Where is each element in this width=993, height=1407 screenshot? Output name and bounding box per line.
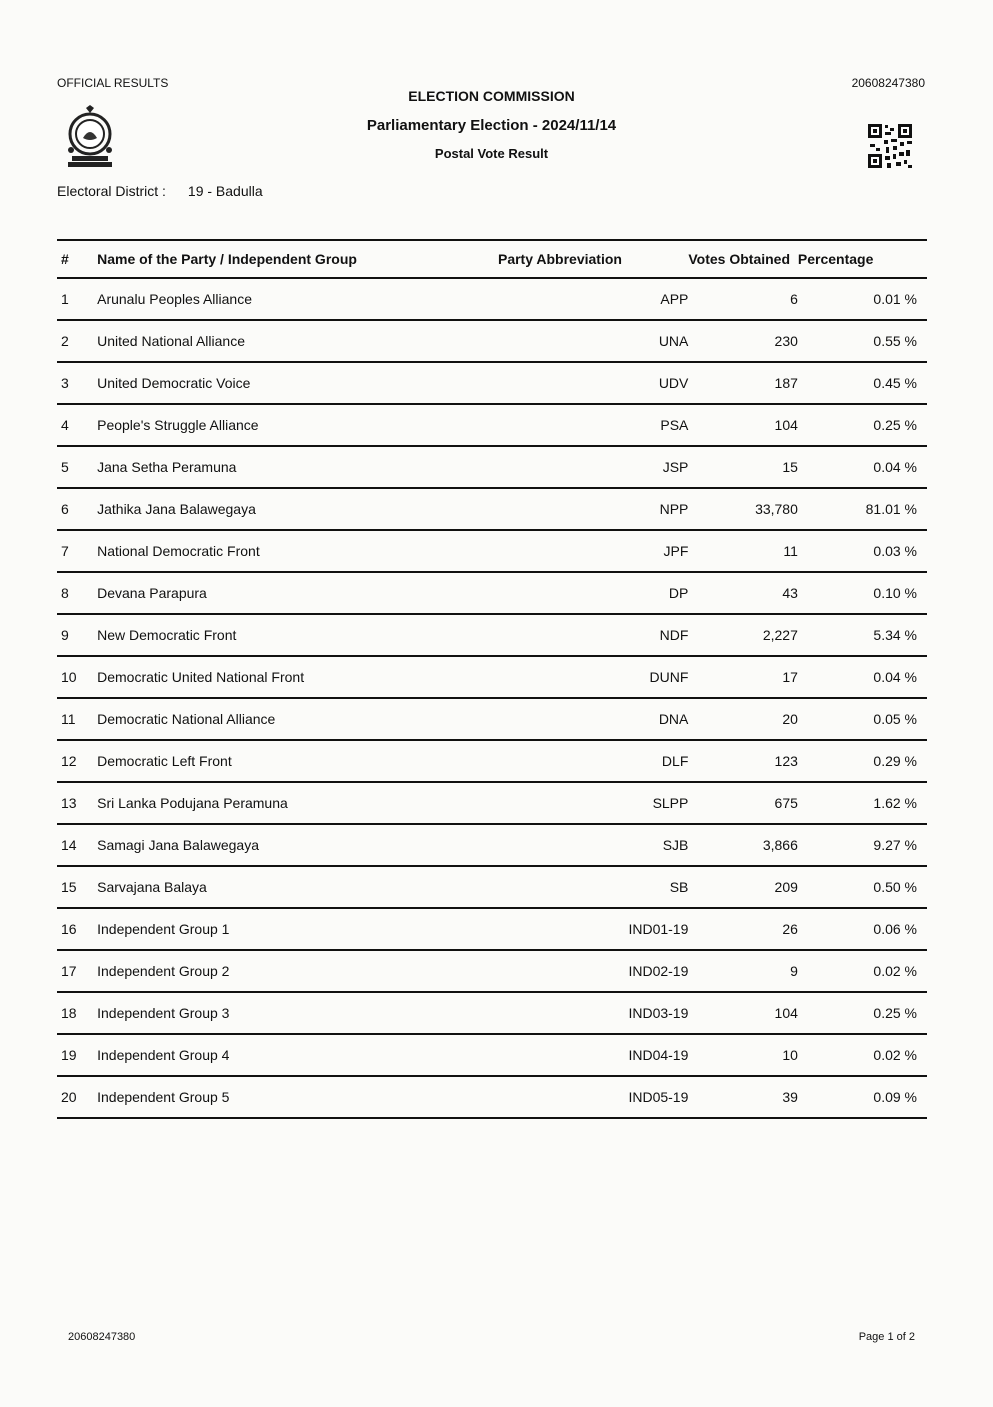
party-abbreviation: IND01-19 [498, 908, 688, 950]
table-row [57, 614, 927, 656]
party-name: Democratic United National Front [97, 656, 498, 698]
party-abbreviation: DNA [498, 698, 688, 740]
row-number: 5 [57, 446, 97, 488]
votes-obtained: 104 [688, 404, 798, 446]
party-abbreviation: JSP [498, 446, 688, 488]
table-row [57, 950, 927, 992]
table-row [57, 1076, 927, 1118]
row-number: 15 [57, 866, 97, 908]
votes-obtained: 123 [688, 740, 798, 782]
votes-obtained: 187 [688, 362, 798, 404]
table-row [57, 992, 927, 1034]
table-row [57, 446, 927, 488]
votes-obtained: 104 [688, 992, 798, 1034]
party-abbreviation: SJB [498, 824, 688, 866]
party-abbreviation: IND02-19 [498, 950, 688, 992]
row-number: 11 [57, 698, 97, 740]
district-value: 19 - Badulla [187, 183, 263, 199]
party-name: Sri Lanka Podujana Peramuna [97, 782, 498, 824]
vote-percentage: 0.04 % [798, 656, 927, 698]
votes-obtained: 10 [688, 1034, 798, 1076]
vote-percentage: 0.02 % [798, 950, 927, 992]
table-row [57, 698, 927, 740]
votes-obtained: 9 [688, 950, 798, 992]
row-number: 14 [57, 824, 97, 866]
party-name: Democratic Left Front [97, 740, 498, 782]
row-number: 9 [57, 614, 97, 656]
party-abbreviation: IND03-19 [498, 992, 688, 1034]
qr-code-icon [866, 122, 914, 170]
votes-obtained: 2,227 [688, 614, 798, 656]
votes-obtained: 6 [688, 278, 798, 320]
election-title: Parliamentary Election - 2024/11/14 [366, 117, 617, 134]
party-name: Independent Group 3 [97, 992, 498, 1034]
vote-percentage: 0.04 % [798, 446, 927, 488]
party-abbreviation: IND05-19 [498, 1076, 688, 1118]
document-number: 20608247380 [851, 76, 925, 90]
vote-percentage: 0.25 % [798, 992, 927, 1034]
vote-percentage: 0.50 % [798, 866, 927, 908]
party-abbreviation: DP [498, 572, 688, 614]
party-abbreviation: NPP [498, 488, 688, 530]
party-abbreviation: DLF [498, 740, 688, 782]
column-header-votes: Votes Obtained [688, 240, 798, 278]
party-abbreviation: SLPP [498, 782, 688, 824]
party-abbreviation: UNA [498, 320, 688, 362]
vote-percentage: 0.03 % [798, 530, 927, 572]
vote-percentage: 0.55 % [798, 320, 927, 362]
party-name: Democratic National Alliance [97, 698, 498, 740]
row-number: 7 [57, 530, 97, 572]
row-number: 6 [57, 488, 97, 530]
party-name: National Democratic Front [97, 530, 498, 572]
votes-obtained: 33,780 [688, 488, 798, 530]
row-number: 1 [57, 278, 97, 320]
vote-percentage: 0.29 % [798, 740, 927, 782]
party-name: Independent Group 5 [97, 1076, 498, 1118]
table-row [57, 530, 927, 572]
votes-obtained: 230 [688, 320, 798, 362]
vote-percentage: 0.01 % [798, 278, 927, 320]
table-row [57, 572, 927, 614]
row-number: 10 [57, 656, 97, 698]
vote-percentage: 1.62 % [798, 782, 927, 824]
party-abbreviation: PSA [498, 404, 688, 446]
results-table [57, 239, 927, 1119]
row-number: 12 [57, 740, 97, 782]
table-row [57, 488, 927, 530]
party-abbreviation: APP [498, 278, 688, 320]
party-name: United Democratic Voice [97, 362, 498, 404]
row-number: 17 [57, 950, 97, 992]
row-number: 18 [57, 992, 97, 1034]
vote-percentage: 0.10 % [798, 572, 927, 614]
row-number: 3 [57, 362, 97, 404]
row-number: 8 [57, 572, 97, 614]
row-number: 20 [57, 1076, 97, 1118]
row-number: 16 [57, 908, 97, 950]
party-name: Samagi Jana Balawegaya [97, 824, 498, 866]
official-results-label: OFFICIAL RESULTS [57, 76, 169, 90]
party-name: New Democratic Front [97, 614, 498, 656]
party-abbreviation: SB [498, 866, 688, 908]
result-type: Postal Vote Result [434, 146, 549, 161]
votes-obtained: 15 [688, 446, 798, 488]
party-name: Jana Setha Peramuna [97, 446, 498, 488]
votes-obtained: 3,866 [688, 824, 798, 866]
party-name: Independent Group 4 [97, 1034, 498, 1076]
table-row [57, 908, 927, 950]
table-row [57, 362, 927, 404]
party-name: Devana Parapura [97, 572, 498, 614]
table-row [57, 782, 927, 824]
footer-document-number: 20608247380 [68, 1331, 136, 1343]
votes-obtained: 17 [688, 656, 798, 698]
row-number: 4 [57, 404, 97, 446]
page-title: ELECTION COMMISSION [408, 88, 575, 104]
votes-obtained: 209 [688, 866, 798, 908]
page-indicator: Page 1 of 2 [858, 1331, 915, 1343]
row-number: 13 [57, 782, 97, 824]
district-label: Electoral District : [57, 183, 166, 199]
vote-percentage: 9.27 % [798, 824, 927, 866]
vote-percentage: 0.09 % [798, 1076, 927, 1118]
table-row [57, 320, 927, 362]
party-abbreviation: IND04-19 [498, 1034, 688, 1076]
table-row [57, 866, 927, 908]
party-name: Independent Group 1 [97, 908, 498, 950]
vote-percentage: 81.01 % [798, 488, 927, 530]
column-header-percentage: Percentage [798, 240, 927, 278]
table-row [57, 740, 927, 782]
row-number: 19 [57, 1034, 97, 1076]
table-row [57, 1034, 927, 1076]
table-header-row [57, 240, 927, 278]
vote-percentage: 0.06 % [798, 908, 927, 950]
column-header-name: Name of the Party / Independent Group [97, 240, 498, 278]
votes-obtained: 26 [688, 908, 798, 950]
table-row [57, 656, 927, 698]
electoral-district [57, 183, 263, 199]
table-row [57, 404, 927, 446]
party-name: Jathika Jana Balawegaya [97, 488, 498, 530]
column-header-abbreviation: Party Abbreviation [498, 240, 688, 278]
vote-percentage: 0.25 % [798, 404, 927, 446]
table-row [57, 824, 927, 866]
table-row [57, 278, 927, 320]
column-header-number: # [57, 240, 97, 278]
party-abbreviation: JPF [498, 530, 688, 572]
votes-obtained: 675 [688, 782, 798, 824]
votes-obtained: 20 [688, 698, 798, 740]
party-name: United National Alliance [97, 320, 498, 362]
party-name: Independent Group 2 [97, 950, 498, 992]
party-name: People's Struggle Alliance [97, 404, 498, 446]
vote-percentage: 5.34 % [798, 614, 927, 656]
party-name: Sarvajana Balaya [97, 866, 498, 908]
party-abbreviation: UDV [498, 362, 688, 404]
party-name: Arunalu Peoples Alliance [97, 278, 498, 320]
party-abbreviation: NDF [498, 614, 688, 656]
vote-percentage: 0.05 % [798, 698, 927, 740]
vote-percentage: 0.45 % [798, 362, 927, 404]
party-abbreviation: DUNF [498, 656, 688, 698]
national-emblem-icon [64, 104, 116, 170]
votes-obtained: 11 [688, 530, 798, 572]
row-number: 2 [57, 320, 97, 362]
votes-obtained: 39 [688, 1076, 798, 1118]
vote-percentage: 0.02 % [798, 1034, 927, 1076]
votes-obtained: 43 [688, 572, 798, 614]
